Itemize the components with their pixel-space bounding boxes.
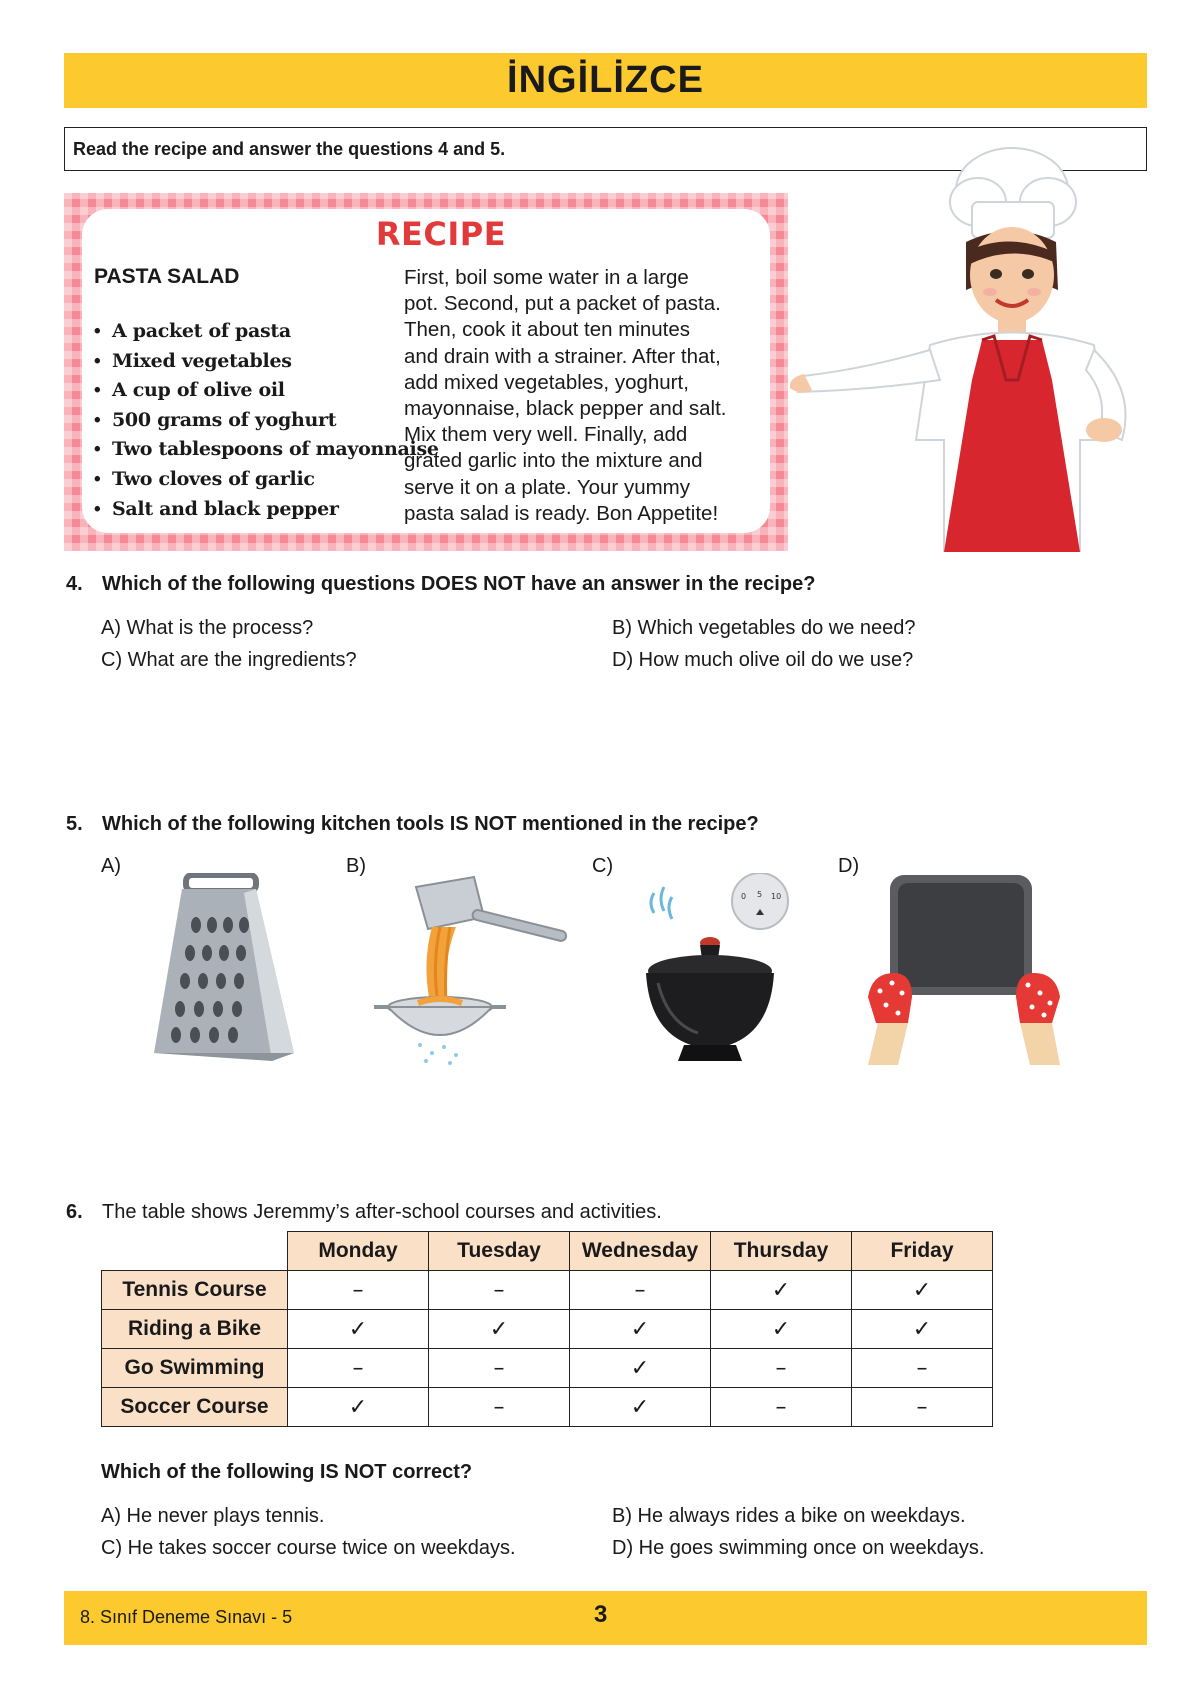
table-cell: –: [429, 1271, 570, 1310]
column-header: Tuesday: [429, 1232, 570, 1271]
dish-name: PASTA SALAD: [94, 265, 240, 288]
subject-title: İNGİLİZCE: [507, 59, 704, 101]
table-cell: ✓: [429, 1310, 570, 1349]
table-cell: ✓: [711, 1271, 852, 1310]
table-cell: ✓: [570, 1349, 711, 1388]
ingredient-item: • Mixed vegetables: [94, 347, 439, 377]
q6-option-b[interactable]: B) He always rides a bike on weekdays.: [612, 1505, 966, 1527]
recipe-card: [64, 193, 788, 551]
page-number: 3: [594, 1601, 608, 1628]
method-line: Mix them very well. Finally, add: [404, 423, 688, 447]
question-text: Which of the following questions DOES NOT have an answer in the recipe?: [102, 573, 816, 595]
column-header: Thursday: [711, 1232, 852, 1271]
table-cell: –: [852, 1388, 993, 1427]
recipe-method: [404, 265, 754, 527]
table-row: [102, 1388, 993, 1427]
q5-option-b[interactable]: B): [346, 855, 366, 877]
activities-table: [101, 1231, 993, 1427]
table-cell: ✓: [711, 1310, 852, 1349]
ingredient-list: [94, 317, 439, 524]
recipe-card-inner: [82, 209, 770, 533]
table-cell: –: [852, 1349, 993, 1388]
q5-option-c[interactable]: C): [592, 855, 614, 877]
table-cell: ✓: [288, 1310, 429, 1349]
table-cell: –: [570, 1271, 711, 1310]
method-line: grated garlic into the mixture and: [404, 449, 703, 473]
pot-with-timer-icon[interactable]: [638, 873, 798, 1065]
table-header-row: [102, 1232, 993, 1271]
row-header: Soccer Course: [102, 1388, 288, 1427]
row-header: Riding a Bike: [102, 1310, 288, 1349]
q5-option-d[interactable]: D): [838, 855, 860, 877]
question-number: 5.: [66, 813, 83, 835]
table-cell: ✓: [852, 1271, 993, 1310]
ingredient-item: • Salt and black pepper: [94, 495, 439, 525]
recipe-heading: [82, 215, 770, 253]
ingredient-item: • Two cloves of garlic: [94, 465, 439, 495]
table-cell: –: [288, 1349, 429, 1388]
instruction-box: Read the recipe and answer the questions 4 and 5.: [64, 127, 1147, 171]
q5-option-a[interactable]: A): [101, 855, 121, 877]
question-4: [66, 573, 815, 596]
table-cell: ✓: [288, 1388, 429, 1427]
question-6: [66, 1201, 662, 1224]
page-footer: [64, 1591, 1147, 1645]
question-text: Which of the following kitchen tools IS NOT mentioned in the recipe?: [102, 813, 759, 835]
strainer-icon[interactable]: [370, 873, 570, 1065]
exam-name: 8. Sınıf Deneme Sınavı - 5: [80, 1607, 293, 1627]
method-line: add mixed vegetables, yoghurt,: [404, 370, 689, 394]
table-cell: –: [711, 1349, 852, 1388]
question-number: 4.: [66, 573, 83, 595]
column-header: Monday: [288, 1232, 429, 1271]
method-line: First, boil some water in a large: [404, 266, 689, 289]
table-cell: –: [429, 1349, 570, 1388]
chef-illustration: [790, 140, 1160, 552]
q4-option-a[interactable]: A) What is the process?: [101, 617, 314, 639]
table-row: [102, 1310, 993, 1349]
timer-mark: 0: [741, 892, 747, 901]
method-line: and drain with a strainer. After that,: [404, 344, 721, 368]
q6-option-c[interactable]: C) He takes soccer course twice on weekdays.: [101, 1537, 516, 1559]
question-number: 6.: [66, 1201, 83, 1223]
row-header: Go Swimming: [102, 1349, 288, 1388]
baking-tray-icon[interactable]: [868, 873, 1060, 1065]
table-cell: ✓: [852, 1310, 993, 1349]
table-row: [102, 1349, 993, 1388]
q6-option-a[interactable]: A) He never plays tennis.: [101, 1505, 325, 1527]
row-header: Tennis Course: [102, 1271, 288, 1310]
method-line: mayonnaise, black pepper and salt.: [404, 397, 727, 421]
timer-mark: 10: [771, 892, 782, 901]
table-cell: –: [711, 1388, 852, 1427]
ingredient-item: • Two tablespoons of mayonnaise: [94, 435, 439, 465]
method-line: Then, cook it about ten minutes: [404, 318, 691, 342]
method-line: pot. Second, put a packet of pasta.: [404, 292, 721, 316]
ingredient-item: • A packet of pasta: [94, 317, 439, 347]
column-header: Wednesday: [570, 1232, 711, 1271]
column-header: Friday: [852, 1232, 993, 1271]
recipe-heading-text: RECIPE: [375, 215, 507, 253]
table-cell: ✓: [570, 1388, 711, 1427]
method-line: pasta salad is ready. Bon Appetite!: [404, 501, 719, 525]
q4-option-d[interactable]: D) How much olive oil do we use?: [612, 649, 914, 671]
table-row: [102, 1271, 993, 1310]
grater-icon[interactable]: [152, 873, 296, 1065]
ingredient-item: • 500 grams of yoghurt: [94, 406, 439, 436]
table-cell: –: [429, 1388, 570, 1427]
table-corner: [102, 1232, 288, 1271]
subject-header: [64, 53, 1147, 108]
ingredient-item: • A cup of olive oil: [94, 376, 439, 406]
question-5: [66, 813, 759, 836]
q4-option-b[interactable]: B) Which vegetables do we need?: [612, 617, 916, 639]
table-cell: –: [288, 1271, 429, 1310]
question-text: The table shows Jeremmy’s after-school courses and activities.: [102, 1201, 662, 1223]
q6-option-d[interactable]: D) He goes swimming once on weekdays.: [612, 1537, 985, 1559]
table-cell: ✓: [570, 1310, 711, 1349]
q6-subquestion: Which of the following IS NOT correct?: [101, 1461, 473, 1483]
method-line: serve it on a plate. Your yummy: [404, 475, 691, 499]
timer-mark: 5: [757, 890, 763, 899]
q4-option-c[interactable]: C) What are the ingredients?: [101, 649, 357, 671]
